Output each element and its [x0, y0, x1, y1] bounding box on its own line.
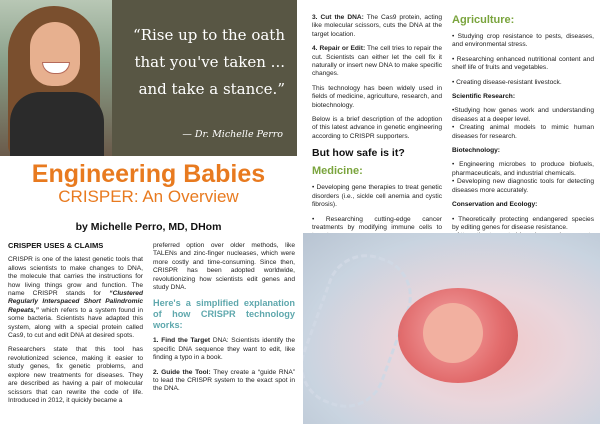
column-2 [153, 242, 295, 400]
step-text: They create a “guide RNA” to lead the CRISPR system to the exact spot in the DNA. [153, 368, 295, 393]
article-title: Engineering Babies [31, 160, 266, 188]
step-label: 1. Find the Target [153, 337, 211, 345]
step-label: 2. Guide the Tool: [153, 368, 211, 376]
paragraph: Researchers state that this tool has revolutionized science, making it easier to study genes, fix genetic problems, and explore new treatments for diseases. They are described as having a pair of molecular scissors that can rewrite the code of life. Introduced in 2012, it quickly became a [8, 346, 143, 404]
quote-attribution: — Dr. Michelle Perro [182, 129, 283, 140]
list-item: • Creating disease-resistant livestock. [452, 78, 562, 86]
list-item: • Creating animal models to mimic human diseases for research. [452, 124, 594, 140]
column-1 [8, 242, 143, 411]
question-heading: But how safe is it? [312, 147, 405, 160]
section-heading: CRISPER USES & CLAIMS [8, 241, 104, 250]
paragraph: This technology has been widely used in fields of medicine, agriculture, research, and biotechnology. [312, 84, 442, 109]
list-item: • Researching cutting-edge cancer treatments by modifying immune cells to [312, 215, 442, 231]
list-item: • Researching enhanced nutritional content and shelf life of fruits and vegetables. [452, 55, 594, 72]
step-text: The Cas9 protein, acting like molecular scissors, cuts the DNA at the target location. [312, 14, 442, 38]
list-item: • Theoretically protecting endangered species by editing genes for disease resistance. [452, 215, 594, 231]
text: CRISPR is one of the latest genetic tools that allows scientists to make changes to DNA, the molecule that carries the instructions for how living things grow and function. The name CRISPR stands for [8, 256, 143, 298]
photo-face [30, 22, 80, 86]
step-text: The cell tries to repair the cut. Scientists can either let the cell fix it naturally or insert new DNA to make specific changes. [312, 45, 442, 78]
medicine-heading: Medicine: [312, 165, 363, 178]
step-label: 3. Cut the DNA: [312, 14, 364, 21]
embryo-image [303, 233, 600, 424]
subsection-heading: Biotechnology: [452, 147, 500, 155]
section-heading: Here's a simplified explanation of how CRISPR technology works: [153, 298, 295, 331]
byline: by Michelle Perro, MD, DHom [75, 221, 222, 233]
list-item: •Studying how genes work and understanding diseases at a deeper level. [452, 107, 594, 123]
subsection-heading: Conservation and Ecology: [452, 201, 538, 209]
list-item: • Studying crop resistance to pests, diseases, and environmental stress. [452, 33, 594, 49]
list-item: • Developing new diagnostic tools for detecting diseases more accurately. [452, 178, 594, 194]
quote-box [112, 0, 297, 156]
paragraph: preferred option over older methods, like TALENs and zinc-finger nucleases, which were more costly and time-consuming. Since then, CRISPR has been adopted worldwide, revolutionizing how scientists edit genes and study DNA. [153, 242, 295, 292]
step-2 [153, 369, 295, 394]
step-4 [312, 45, 442, 79]
fetus-graphic [423, 303, 483, 363]
step-1 [153, 337, 295, 362]
list-item: • Developing gene therapies to treat genetic disorders (i.e., sickle cell anemia and cystic fibrosis). [312, 184, 442, 209]
paragraph [8, 256, 143, 340]
column-3 [312, 14, 442, 270]
agriculture-heading: Agriculture: [452, 14, 515, 26]
step-3 [312, 14, 442, 39]
paragraph: Below is a brief description of the adoption of this latest advance in genetic engineering according to CRISPR supporters. [312, 116, 442, 140]
subsection-heading: Scientific Research: [452, 93, 516, 101]
text: which refers to a system found in some bacteria. Scientists have adapted this system, along with a special protein called Cas9, to cut and edit DNA at desired spots. [8, 306, 143, 340]
article-subtitle: CRISPER: An Overview [58, 187, 239, 206]
step-text: DNA: Scientists identify the specific DNA sequence they want to edit, like finding a typo in a book. [153, 337, 295, 362]
list-item: • Engineering microbes to produce biofuels, pharmaceuticals, and industrial chemicals. [452, 161, 594, 177]
emphasis-text: “Clustered Regularly Interspaced Short Palindromic Repeats,” [8, 290, 143, 314]
pull-quote: “Rise up to the oath that you've taken ... and take a stance.” [133, 26, 285, 98]
photo-body [10, 92, 104, 156]
author-photo [0, 0, 112, 156]
step-label: 4. Repair or Edit: [312, 45, 366, 53]
